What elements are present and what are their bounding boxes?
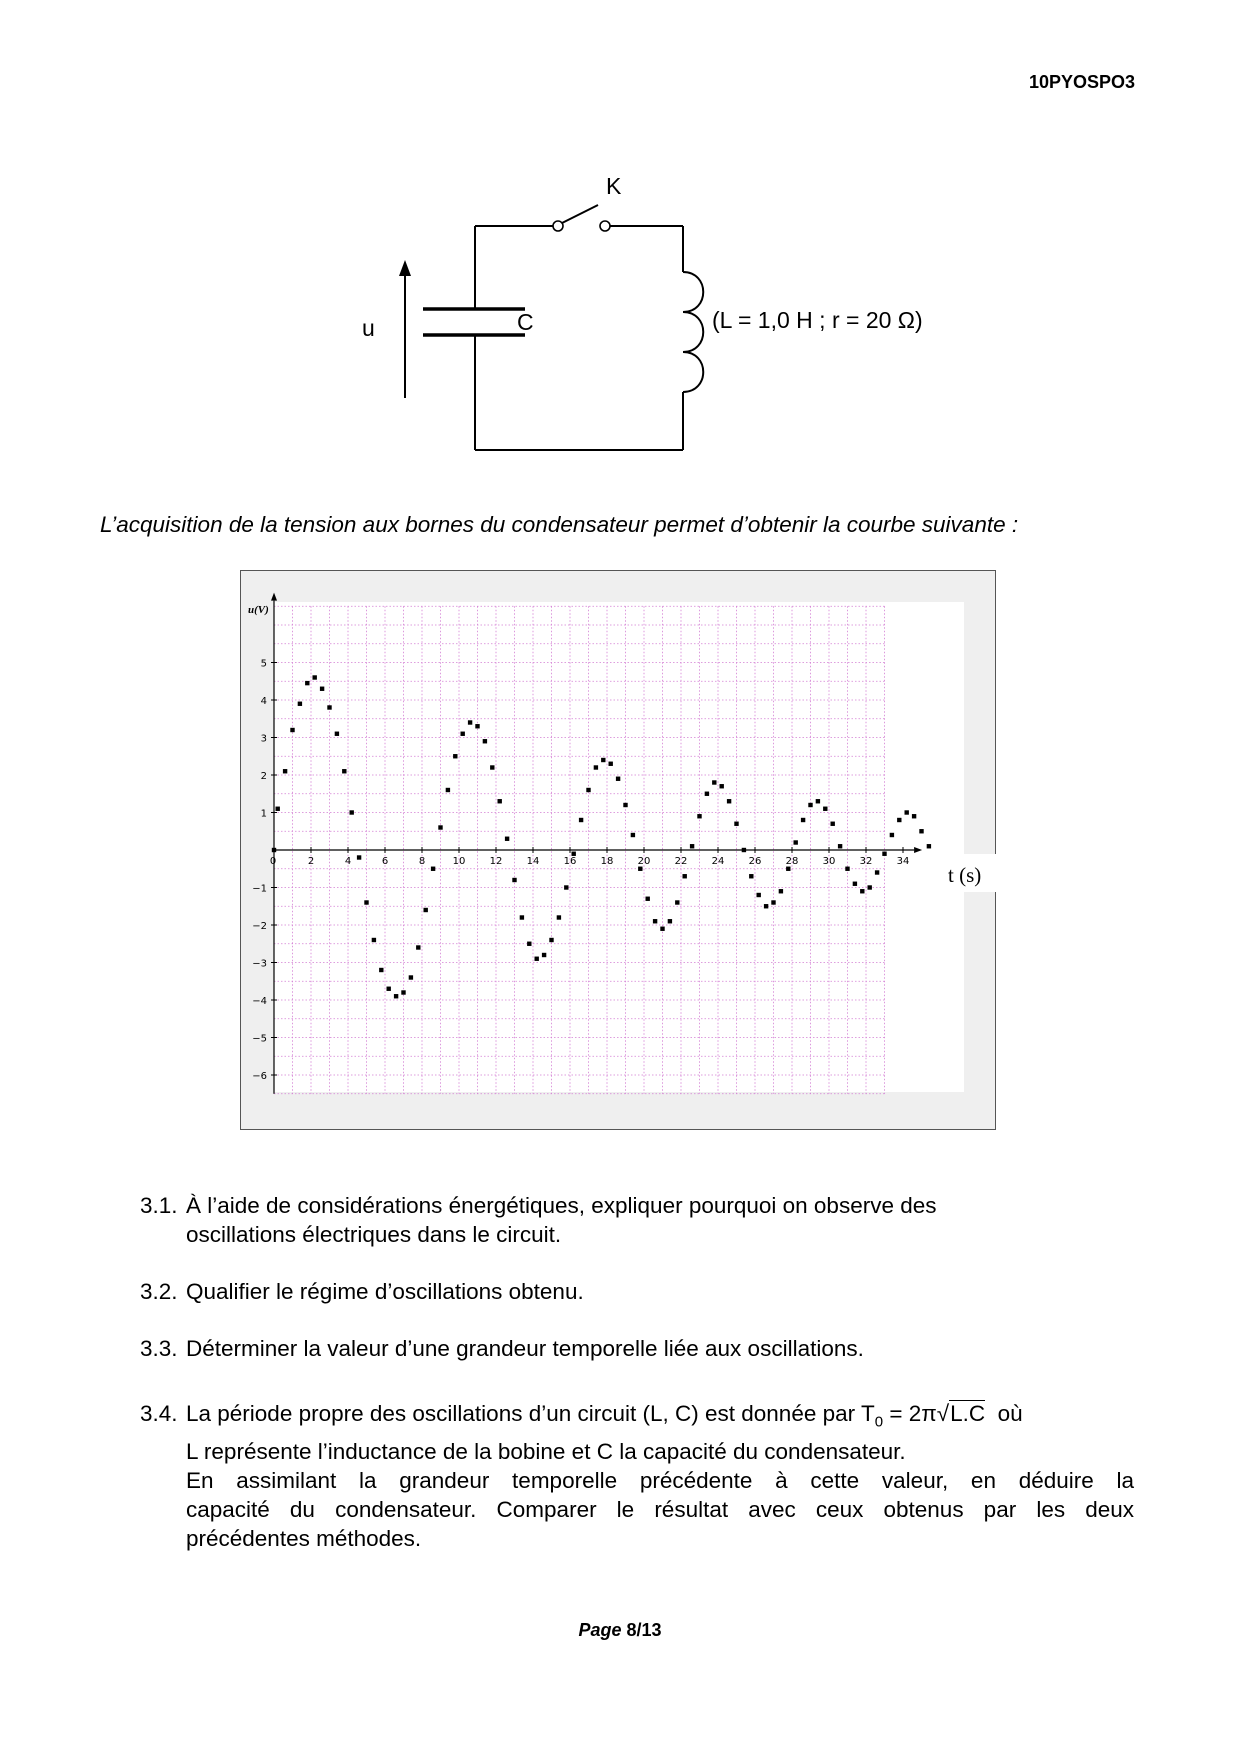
data-point xyxy=(823,807,827,811)
coil-inductor xyxy=(683,272,703,392)
question-3-4 xyxy=(140,1399,1134,1553)
question-line: L représente l’inductance de la bobine et C la capacité du condensateur. xyxy=(186,1438,906,1464)
voltage-time-chart xyxy=(240,570,996,1130)
question-line: À l’aide de considérations énergétiques, expliquer pourquoi on observe des xyxy=(186,1193,937,1218)
capacitor-label: C xyxy=(517,309,534,335)
page-label: Page xyxy=(578,1620,622,1640)
data-point xyxy=(272,848,276,852)
data-point xyxy=(897,818,901,822)
data-point xyxy=(490,765,494,769)
data-point xyxy=(468,720,472,724)
data-point xyxy=(313,675,317,679)
question-number: 3.2. xyxy=(140,1279,178,1304)
data-point xyxy=(764,904,768,908)
data-point xyxy=(290,728,294,732)
data-point xyxy=(409,975,413,979)
data-point xyxy=(438,825,442,829)
switch-contact-right xyxy=(600,221,610,231)
x-tick-label: 34 xyxy=(896,856,910,867)
data-point xyxy=(690,844,694,848)
data-point xyxy=(882,852,886,856)
data-point xyxy=(609,762,613,766)
data-point xyxy=(771,900,775,904)
page-footer xyxy=(0,1620,1240,1641)
data-point xyxy=(542,953,546,957)
data-point xyxy=(845,867,849,871)
x-tick-label: 30 xyxy=(822,856,836,867)
data-point xyxy=(424,908,428,912)
data-point xyxy=(853,882,857,886)
data-point xyxy=(742,848,746,852)
data-point xyxy=(475,724,479,728)
x-tick-label: 0 xyxy=(269,856,277,867)
x-tick-label: 6 xyxy=(381,856,389,867)
y-tick-label: 3 xyxy=(260,733,267,745)
data-point xyxy=(431,867,435,871)
y-tick-label: −1 xyxy=(252,883,267,895)
x-tick-label: 14 xyxy=(526,856,540,867)
x-tick-label: 24 xyxy=(711,856,725,867)
data-point xyxy=(498,799,502,803)
data-point xyxy=(557,915,561,919)
data-point xyxy=(512,878,516,882)
question-line: oscillations électriques dans le circuit. xyxy=(186,1222,562,1247)
data-point xyxy=(838,844,842,848)
data-point xyxy=(535,957,539,961)
page-number: 8/13 xyxy=(626,1620,662,1640)
x-tick-label: 26 xyxy=(748,856,762,867)
data-point xyxy=(631,833,635,837)
formula-equals: = 2π xyxy=(883,1401,937,1426)
data-point xyxy=(483,739,487,743)
data-point xyxy=(320,687,324,691)
formula-intro: La période propre des oscillations d’un circuit (L, C) est donnée par T xyxy=(186,1401,875,1426)
y-tick-label: −4 xyxy=(252,996,267,1007)
x-tick-label: 28 xyxy=(785,856,799,867)
data-point xyxy=(446,788,450,792)
data-point xyxy=(660,927,664,931)
data-point xyxy=(757,893,761,897)
x-tick-label: 12 xyxy=(489,856,503,867)
question-line: Déterminer la valeur d’une grandeur temporelle liée aux oscillations. xyxy=(186,1336,864,1361)
plot-area xyxy=(274,602,964,1092)
x-tick-label: 16 xyxy=(563,856,577,867)
data-point xyxy=(579,818,583,822)
data-point xyxy=(601,758,605,762)
data-point xyxy=(394,994,398,998)
y-tick-label: −5 xyxy=(252,1033,267,1045)
switch-blade xyxy=(562,205,598,223)
switch-contact-left xyxy=(553,221,563,231)
data-point xyxy=(520,915,524,919)
data-point xyxy=(675,900,679,904)
data-point xyxy=(549,938,553,942)
sqrt-argument: L.C xyxy=(950,1401,986,1426)
data-point xyxy=(868,885,872,889)
question-line: précédentes méthodes. xyxy=(186,1525,422,1551)
data-point xyxy=(801,818,805,822)
data-point xyxy=(927,844,931,848)
data-point xyxy=(276,807,280,811)
question-3-1 xyxy=(140,1191,1134,1249)
data-point xyxy=(461,732,465,736)
sqrt-sign: √ xyxy=(936,1401,950,1426)
data-point xyxy=(342,769,346,773)
x-tick-label: 2 xyxy=(307,856,315,867)
x-tick-label: 18 xyxy=(600,856,614,867)
formula-outro: où xyxy=(985,1401,1023,1426)
data-point xyxy=(749,874,753,878)
data-point xyxy=(668,919,672,923)
data-point xyxy=(327,705,331,709)
x-tick-label: 32 xyxy=(859,856,873,867)
data-point xyxy=(646,897,650,901)
rlc-circuit-diagram xyxy=(340,160,980,480)
data-point xyxy=(890,833,894,837)
question-line: Qualifier le régime d’oscillations obtenu. xyxy=(186,1279,584,1304)
data-point xyxy=(453,754,457,758)
data-point xyxy=(505,837,509,841)
data-point xyxy=(623,803,627,807)
y-tick-label: 4 xyxy=(260,696,267,707)
data-point xyxy=(372,938,376,942)
data-point xyxy=(298,702,302,706)
voltage-arrow-head xyxy=(399,260,411,276)
period-formula-line xyxy=(186,1399,1134,1437)
data-point xyxy=(816,799,820,803)
x-tick-label: 4 xyxy=(344,856,352,867)
data-point xyxy=(416,945,420,949)
data-point xyxy=(860,889,864,893)
data-point xyxy=(705,792,709,796)
y-tick-label: 2 xyxy=(260,771,267,782)
document-code: 10PYOSPO3 xyxy=(1028,72,1135,92)
data-point xyxy=(350,810,354,814)
data-point xyxy=(401,990,405,994)
y-tick-label: −3 xyxy=(252,958,267,970)
data-point xyxy=(387,987,391,991)
data-point xyxy=(527,942,531,946)
data-point xyxy=(779,889,783,893)
data-point xyxy=(357,855,361,859)
data-point xyxy=(912,814,916,818)
x-tick-label: 20 xyxy=(637,856,651,867)
y-tick-label: −2 xyxy=(252,921,267,932)
question-line: capacité du condensateur. Comparer le résultat avec ceux obtenus par les deux xyxy=(186,1496,1134,1522)
data-point xyxy=(364,900,368,904)
y-tick-label: 5 xyxy=(260,658,267,670)
data-point xyxy=(683,874,687,878)
x-axis-label: t (s) xyxy=(948,863,982,887)
data-point xyxy=(720,784,724,788)
data-point xyxy=(594,765,598,769)
data-point xyxy=(586,788,590,792)
question-number: 3.4. xyxy=(140,1401,178,1426)
switch-label: K xyxy=(606,173,622,199)
question-line: En assimilant la grandeur temporelle précédente à cette valeur, en déduire la xyxy=(186,1467,1134,1493)
data-point xyxy=(616,777,620,781)
data-point xyxy=(697,814,701,818)
data-point xyxy=(335,732,339,736)
coil-label: (L = 1,0 H ; r = 20 Ω) xyxy=(712,307,923,333)
data-point xyxy=(305,681,309,685)
formula-subscript: 0 xyxy=(874,1413,884,1431)
question-number: 3.1. xyxy=(140,1193,178,1218)
x-tick-label: 8 xyxy=(418,856,426,867)
voltage-label: u xyxy=(362,315,375,341)
question-3-2 xyxy=(140,1277,1134,1306)
data-point xyxy=(794,840,798,844)
question-number: 3.3. xyxy=(140,1336,178,1361)
graph-caption: L’acquisition de la tension aux bornes du condensateur permet d’obtenir la courbe suivante : xyxy=(100,512,1019,537)
data-point xyxy=(712,780,716,784)
y-axis-label: u(V) xyxy=(248,604,269,616)
data-point xyxy=(831,822,835,826)
data-point xyxy=(875,870,879,874)
data-point xyxy=(808,803,812,807)
data-point xyxy=(572,852,576,856)
x-tick-label: 10 xyxy=(452,856,466,867)
data-point xyxy=(919,829,923,833)
data-point xyxy=(905,810,909,814)
y-tick-label: 1 xyxy=(260,808,267,820)
data-point xyxy=(786,867,790,871)
question-3-3 xyxy=(140,1334,1134,1363)
data-point xyxy=(379,968,383,972)
data-point xyxy=(734,822,738,826)
y-axis-arrow xyxy=(271,593,277,601)
data-point xyxy=(564,885,568,889)
data-point xyxy=(638,867,642,871)
data-point xyxy=(283,769,287,773)
data-point xyxy=(653,919,657,923)
data-point xyxy=(727,799,731,803)
y-tick-label: −6 xyxy=(252,1071,267,1082)
x-tick-label: 22 xyxy=(674,856,688,867)
